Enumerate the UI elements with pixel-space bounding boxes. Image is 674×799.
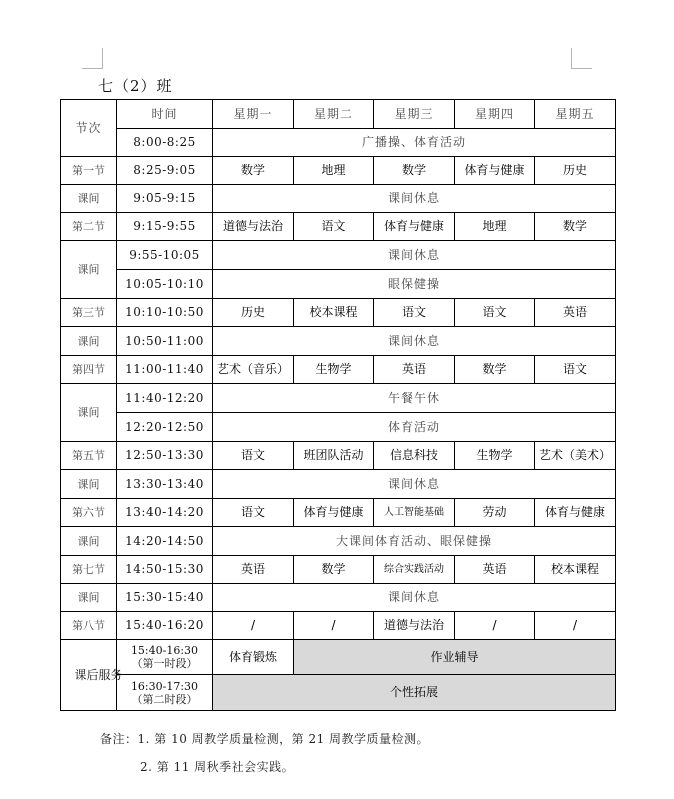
personal-development-cell: 个性拓展 — [213, 675, 616, 711]
period-label: 课间 — [61, 185, 117, 213]
subject-cell: 艺术（美术） — [535, 442, 616, 470]
row-period-1 — [61, 157, 616, 185]
time-cell: 9:15-9:55 — [117, 213, 213, 241]
notes — [100, 730, 430, 774]
row-period-7 — [61, 556, 616, 584]
after-school-label-text: 课后服务 — [74, 667, 123, 682]
row-pe-activity — [61, 413, 616, 442]
row-after-school-2 — [61, 675, 616, 711]
row-long-break — [61, 527, 616, 556]
activity-cell: 广播操、体育活动 — [213, 129, 616, 157]
activity-cell: 大课间体育活动、眼保健操 — [213, 527, 616, 556]
after-school-label — [61, 640, 123, 711]
row-lunch — [61, 384, 616, 413]
subject-cell: 英语 — [535, 299, 616, 327]
header-time: 时间 — [117, 100, 213, 129]
subject-cell: 英语 — [213, 556, 294, 584]
subject-cell: / — [535, 612, 616, 640]
period-label: 第三节 — [61, 299, 117, 327]
period-label: 课间 — [61, 584, 117, 612]
subject-cell: 历史 — [213, 299, 294, 327]
row-period-8 — [61, 612, 616, 640]
subject-cell: 语文 — [213, 499, 294, 527]
subject-cell: 综合实践活动 — [374, 556, 455, 584]
timetable — [60, 99, 616, 711]
time-cell: 14:50-15:30 — [117, 556, 213, 584]
subject-cell: 数学 — [455, 356, 535, 384]
subject-cell: 生物学 — [455, 442, 535, 470]
pe-exercise-cell: 体育锻炼 — [213, 640, 294, 675]
time-cell: 14:20-14:50 — [117, 527, 213, 556]
time-cell: 9:55-10:05 — [117, 241, 213, 270]
subject-cell: 体育与健康 — [455, 157, 535, 185]
time-cell: 10:05-10:10 — [117, 270, 213, 299]
page-corner-mark-top-right — [571, 48, 592, 69]
subject-cell: / — [213, 612, 294, 640]
header-day-wed: 星期三 — [374, 100, 455, 129]
activity-cell: 课间休息 — [213, 470, 616, 499]
subject-cell: 劳动 — [455, 499, 535, 527]
header-row — [61, 100, 616, 129]
row-after-school-1 — [61, 640, 616, 675]
period-label: 课间 — [61, 384, 117, 442]
time-cell: 15:30-15:40 — [117, 584, 213, 612]
subject-cell: 数学 — [374, 157, 455, 185]
activity-cell: 眼保健操 — [213, 270, 616, 299]
row-period-6 — [61, 499, 616, 527]
subject-cell: 人工智能基础 — [374, 499, 455, 527]
subject-cell: / — [455, 612, 535, 640]
period-label: 课间 — [61, 241, 117, 299]
period-label: 第八节 — [61, 612, 117, 640]
subject-cell: 道德与法治 — [213, 213, 294, 241]
period-label: 课间 — [61, 327, 117, 356]
row-eye-exercise — [61, 270, 616, 299]
page-corner-mark-top-left — [82, 48, 103, 69]
time-slot-label: （第一时段） — [131, 657, 198, 670]
subject-cell: 地理 — [294, 157, 374, 185]
time-cell: 11:00-11:40 — [117, 356, 213, 384]
subject-cell: 地理 — [455, 213, 535, 241]
subject-cell: 校本课程 — [535, 556, 616, 584]
time-cell: 11:40-12:20 — [117, 384, 213, 413]
homework-tutoring-cell: 作业辅导 — [294, 640, 616, 675]
note-line-2: 2. 第 11 周秋季社会实践。 — [140, 760, 295, 774]
subject-cell: 数学 — [213, 157, 294, 185]
subject-cell: 班团队活动 — [294, 442, 374, 470]
time-cell: 13:40-14:20 — [117, 499, 213, 527]
period-label: 课间 — [61, 470, 117, 499]
subject-cell: 语文 — [294, 213, 374, 241]
time-cell: 12:20-12:50 — [117, 413, 213, 442]
subject-cell: 体育与健康 — [374, 213, 455, 241]
time-cell: 15:40-16:20 — [117, 612, 213, 640]
time-cell: 8:25-9:05 — [117, 157, 213, 185]
period-label: 第四节 — [61, 356, 117, 384]
row-period-4 — [61, 356, 616, 384]
subject-cell: 道德与法治 — [374, 612, 455, 640]
subject-cell: 语文 — [535, 356, 616, 384]
period-label: 第五节 — [61, 442, 117, 470]
header-day-tue: 星期二 — [294, 100, 374, 129]
subject-cell: 艺术（音乐） — [213, 356, 294, 384]
subject-cell: 历史 — [535, 157, 616, 185]
subject-cell: 体育与健康 — [294, 499, 374, 527]
period-label: 第二节 — [61, 213, 117, 241]
subject-cell: 语文 — [213, 442, 294, 470]
subject-cell: 语文 — [374, 299, 455, 327]
time-cell: 10:50-11:00 — [117, 327, 213, 356]
period-label: 第一节 — [61, 157, 117, 185]
period-label: 课间 — [61, 527, 117, 556]
subject-cell: 英语 — [374, 356, 455, 384]
time-range: 15:40-16:30 — [130, 644, 199, 657]
time-slot-label: （第二时段） — [131, 692, 198, 706]
activity-cell: 体育活动 — [213, 413, 616, 442]
row-break — [61, 584, 616, 612]
subject-cell: 语文 — [455, 299, 535, 327]
period-label: 第六节 — [61, 499, 117, 527]
row-morning-exercise — [61, 129, 616, 157]
class-title: 七（2）班 — [98, 77, 173, 95]
subject-cell: 生物学 — [294, 356, 374, 384]
time-range: 16:30-17:30 — [130, 679, 199, 693]
header-day-thu: 星期四 — [455, 100, 535, 129]
activity-cell: 课间休息 — [213, 185, 616, 213]
activity-cell: 午餐午休 — [213, 384, 616, 413]
header-day-fri: 星期五 — [535, 100, 616, 129]
row-break — [61, 470, 616, 499]
subject-cell: 校本课程 — [294, 299, 374, 327]
subject-cell: 信息科技 — [374, 442, 455, 470]
time-cell: 12:50-13:30 — [117, 442, 213, 470]
subject-cell: 体育与健康 — [535, 499, 616, 527]
row-break — [61, 327, 616, 356]
period-label: 第七节 — [61, 556, 117, 584]
row-period-5 — [61, 442, 616, 470]
after-school-time-2 — [117, 675, 213, 711]
after-school-time-1 — [117, 640, 213, 675]
note-line-1: 备注：1. 第 10 周教学质量检测，第 21 周教学质量检测。 — [100, 732, 430, 746]
time-cell: 8:00-8:25 — [117, 129, 213, 157]
row-period-3 — [61, 299, 616, 327]
time-cell: 10:10-10:50 — [117, 299, 213, 327]
subject-cell: 数学 — [294, 556, 374, 584]
subject-cell: 数学 — [535, 213, 616, 241]
activity-cell: 课间休息 — [213, 327, 616, 356]
header-period: 节次 — [61, 100, 117, 157]
header-day-mon: 星期一 — [213, 100, 294, 129]
subject-cell: 英语 — [455, 556, 535, 584]
row-break — [61, 185, 616, 213]
time-cell: 13:30-13:40 — [117, 470, 213, 499]
activity-cell: 课间休息 — [213, 241, 616, 270]
row-break — [61, 241, 616, 270]
row-period-2 — [61, 213, 616, 241]
time-cell: 9:05-9:15 — [117, 185, 213, 213]
subject-cell: / — [294, 612, 374, 640]
activity-cell: 课间休息 — [213, 584, 616, 612]
